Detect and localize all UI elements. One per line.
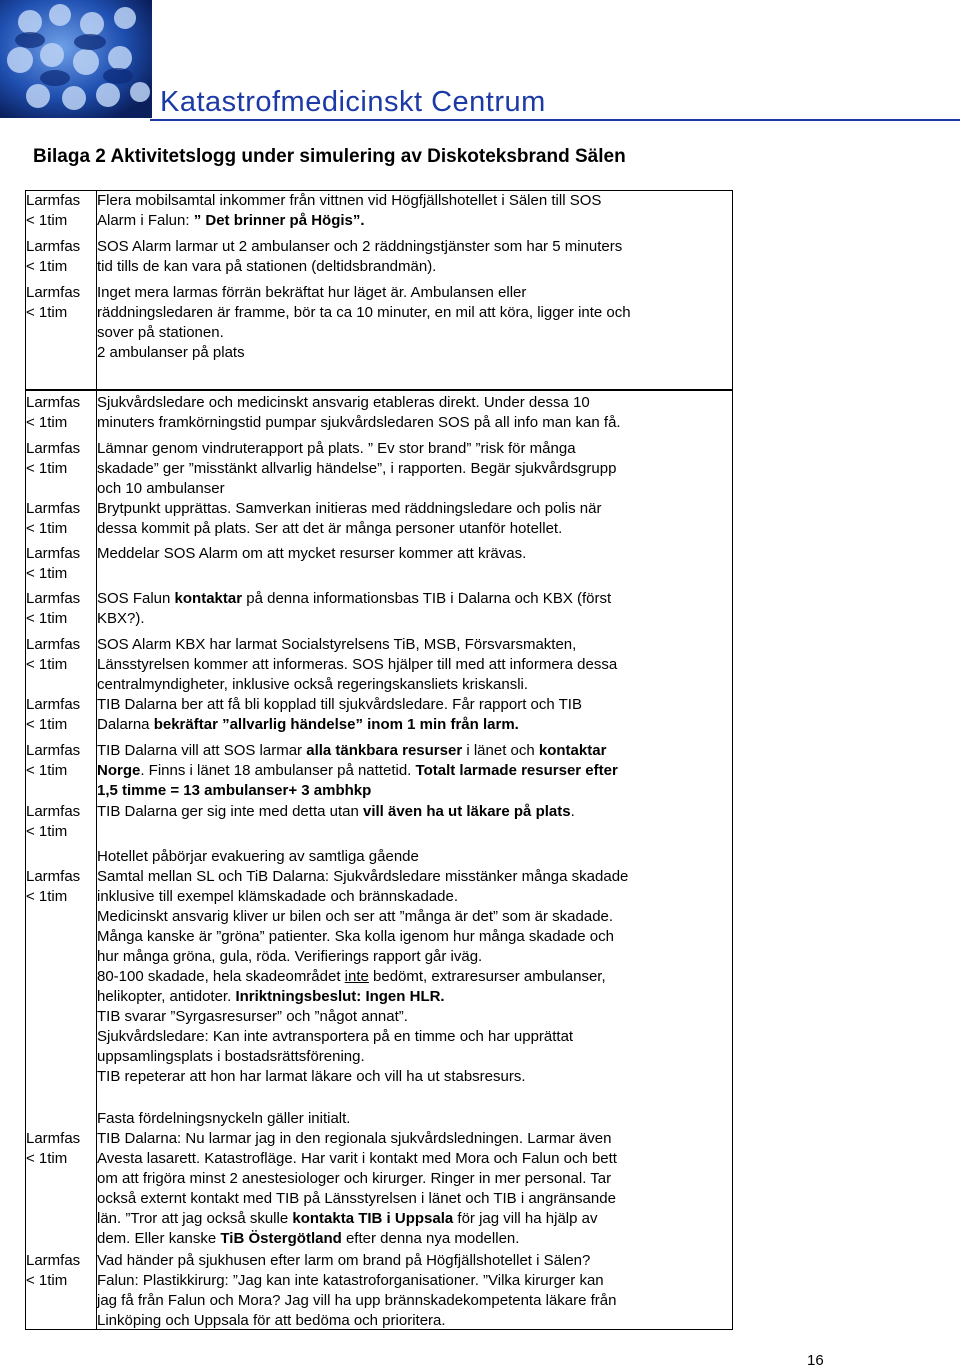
phase-time: < 1tim <box>26 212 68 229</box>
phase-time: < 1tim <box>26 762 68 779</box>
log-entry-line: helikopter, antidoter. Inriktningsbeslut: Ingen HLR. <box>97 988 445 1005</box>
phase-label <box>26 499 96 539</box>
phase-name: Larmfas <box>26 545 81 562</box>
phase-name: Larmfas <box>26 440 81 457</box>
log-entry-line: Lämnar genom vindruterapport på plats. ” Ev stor brand” ”risk för många <box>97 440 576 457</box>
log-entry-line: Många kanske är ”gröna” patienter. Ska kolla igenom hur många skadade och <box>97 928 614 945</box>
phase-name: Larmfas <box>26 284 81 301</box>
log-entry <box>97 1109 732 1129</box>
log-entry-line: Medicinskt ansvarig kliver ur bilen och ser att ”många är det” som är skadade. <box>97 908 614 925</box>
phase-label <box>26 544 96 584</box>
log-entry-line: län. ”Tror att jag också skulle kontakta TIB i Uppsala för jag vill ha hjälp av <box>97 1210 598 1227</box>
phase-label <box>26 741 96 781</box>
phase-label <box>26 237 96 277</box>
log-entry-line: 80-100 skadade, hela skadeområdet inte bedömt, extraresurser ambulanser, <box>97 968 606 985</box>
header-divider <box>150 119 960 121</box>
log-entry-line: Falun: Plastikkirurg: ”Jag kan inte katastroforganisationer. ”Vilka kirurger kan <box>97 1272 604 1289</box>
log-entry <box>97 283 732 363</box>
log-entry-line: Samtal mellan SL och TiB Dalarna: Sjukvårdsledare misstänker många skadade <box>97 868 629 885</box>
phase-time: < 1tim <box>26 460 68 477</box>
log-entry <box>97 589 732 629</box>
log-entry-line: Länsstyrelsen kommer att informeras. SOS hjälper till med att informera dessa <box>97 656 618 673</box>
phase-time: < 1tim <box>26 656 68 673</box>
phase-time: < 1tim <box>26 888 68 905</box>
phase-name: Larmfas <box>26 803 81 820</box>
log-entry-line: Inget mera larmas förrän bekräftat hur läget är. Ambulansen eller <box>97 284 527 301</box>
phase-label <box>26 635 96 675</box>
page-number: 16 <box>807 1352 824 1369</box>
phase-name: Larmfas <box>26 1130 81 1147</box>
log-entry-line: uppsamlingsplats i bostadsrättsförening. <box>97 1048 365 1065</box>
log-entry-line: SOS Alarm KBX har larmat Socialstyrelsens TiB, MSB, Försvarsmakten, <box>97 636 577 653</box>
log-entry <box>97 847 732 867</box>
log-entry-line: centralmyndigheter, inklusive också regeringskansliets kriskansli. <box>97 676 529 693</box>
phase-label <box>26 1129 96 1169</box>
phase-name: Larmfas <box>26 394 81 411</box>
log-entry-line: skadade” ger ”misstänkt allvarlig händelse”, i rapporten. Begär sjukvårdsgrupp <box>97 460 617 477</box>
log-entry-line: Dalarna bekräftar ”allvarlig händelse” inom 1 min från larm. <box>97 716 519 733</box>
log-entry-line: TIB Dalarna: Nu larmar jag in den regionala sjukvårdsledningen. Larmar även <box>97 1130 612 1147</box>
log-entry <box>97 802 732 822</box>
log-entry-line: TIB Dalarna ber att få bli kopplad till sjukvårdsledare. Får rapport och TIB <box>97 696 582 713</box>
document-title: Bilaga 2 Aktivitetslogg under simulering av Diskoteksbrand Sälen <box>33 146 626 167</box>
phase-time: < 1tim <box>26 823 68 840</box>
phase-label <box>26 393 96 433</box>
log-entry-line: räddningsledaren är framme, bör ta ca 10 minuter, en mil att köra, ligger inte och <box>97 304 631 321</box>
phase-name: Larmfas <box>26 238 81 255</box>
log-entry-line: Sjukvårdsledare: Kan inte avtransportera på en timme och har upprättat <box>97 1028 574 1045</box>
phase-label <box>26 867 96 907</box>
log-entry-line: Sjukvårdsledare och medicinskt ansvarig etableras direkt. Under dessa 10 <box>97 394 590 411</box>
table-row <box>26 191 733 390</box>
log-entry-line: SOS Alarm larmar ut 2 ambulanser och 2 räddningstjänster som har 5 minuters <box>97 238 623 255</box>
phase-name: Larmfas <box>26 192 81 209</box>
phase-name: Larmfas <box>26 696 81 713</box>
phase-time: < 1tim <box>26 1150 68 1167</box>
phase-name: Larmfas <box>26 636 81 653</box>
phase-time: < 1tim <box>26 414 68 431</box>
organization-name: Katastrofmedicinskt Centrum <box>160 86 546 118</box>
phase-column <box>26 391 97 1330</box>
phase-time: < 1tim <box>26 1272 68 1289</box>
log-entry-line: TIB svarar ”Syrgasresurser” och ”något annat”. <box>97 1008 408 1025</box>
phase-label <box>26 439 96 479</box>
log-entry <box>97 1129 732 1249</box>
log-entry-line: sover på stationen. <box>97 324 224 341</box>
log-entry-line: 1,5 timme = 13 ambulanser+ 3 ambhkp <box>97 782 372 799</box>
phase-time: < 1tim <box>26 258 68 275</box>
phase-label <box>26 589 96 629</box>
log-entry-line: KBX?). <box>97 610 145 627</box>
log-entry <box>97 191 732 231</box>
log-entry-line: Vad händer på sjukhusen efter larm om brand på Högfjällshotellet i Sälen? <box>97 1252 591 1269</box>
phase-label <box>26 695 96 735</box>
event-column <box>97 191 733 390</box>
log-entry-line: SOS Falun kontaktar på denna informationsbas TIB i Dalarna och KBX (först <box>97 590 612 607</box>
log-entry-line: TIB Dalarna ger sig inte med detta utan vill även ha ut läkare på plats. <box>97 803 575 820</box>
log-entry-line: hur många gröna, gula, röda. Verifierings rapport går iväg. <box>97 948 483 965</box>
phase-name: Larmfas <box>26 868 81 885</box>
log-entry <box>97 439 732 499</box>
log-entry <box>97 741 732 801</box>
phase-column <box>26 191 97 390</box>
log-entry <box>97 1251 732 1331</box>
event-column <box>97 391 733 1330</box>
log-entry <box>97 237 732 277</box>
log-entry <box>97 499 732 539</box>
log-entry-line: Hotellet påbörjar evakuering av samtliga gående <box>97 848 419 865</box>
table-row <box>26 391 733 1330</box>
log-entry <box>97 695 732 735</box>
log-entry <box>97 544 732 564</box>
log-entry-line: minuters framkörningstid pumpar sjukvårdsledaren SOS på all info man kan få. <box>97 414 621 431</box>
activity-log-table-2 <box>25 390 733 1330</box>
phase-time: < 1tim <box>26 610 68 627</box>
log-entry-line: och 10 ambulanser <box>97 480 225 497</box>
log-entry-line: om att frigöra minst 2 anestesiologer och kirurger. Ringer in mer personal. Tar <box>97 1170 612 1187</box>
log-entry-line: Fasta fördelningsnyckeln gäller initialt. <box>97 1110 351 1127</box>
log-entry-line: jag få från Falun och Mora? Jag vill ha upp brännskadekompetenta läkare från <box>97 1292 617 1309</box>
log-entry-line: dem. Eller kanske TiB Östergötland efter denna nya modellen. <box>97 1230 520 1247</box>
log-entry-line: Avesta lasarett. Katastrofläge. Har varit i kontakt med Mora och Falun och bett <box>97 1150 617 1167</box>
log-entry-line: inklusive till exempel klämskadade och brännskadade. <box>97 888 459 905</box>
phase-name: Larmfas <box>26 590 81 607</box>
phase-label <box>26 191 96 231</box>
log-entry-line: Alarm i Falun: ” Det brinner på Högis”. <box>97 212 365 229</box>
activity-log-table-1 <box>25 190 733 390</box>
phase-time: < 1tim <box>26 716 68 733</box>
log-entry-line: dessa kommit på plats. Ser att det är många personer utanför hotellet. <box>97 520 563 537</box>
phase-label <box>26 1251 96 1291</box>
log-entry-line: Brytpunkt upprättas. Samverkan initieras med räddningsledare och polis när <box>97 500 602 517</box>
log-entry-line: TIB Dalarna vill att SOS larmar alla tänkbara resurser i länet och kontaktar <box>97 742 607 759</box>
log-entry-line: 2 ambulanser på plats <box>97 344 245 361</box>
crowd-photo-logo-icon <box>0 0 155 120</box>
phase-time: < 1tim <box>26 565 68 582</box>
log-entry <box>97 867 732 1087</box>
log-entry-line: tid tills de kan vara på stationen (deltidsbrandmän). <box>97 258 437 275</box>
log-entry-line: också externt kontakt med TIB på Länsstyrelsen i länet och TIB i angränsande <box>97 1190 616 1207</box>
phase-name: Larmfas <box>26 742 81 759</box>
phase-name: Larmfas <box>26 500 81 517</box>
log-entry-line: Linköping och Uppsala för att bedöma och prioritera. <box>97 1312 446 1329</box>
phase-label <box>26 283 96 323</box>
phase-time: < 1tim <box>26 304 68 321</box>
phase-time: < 1tim <box>26 520 68 537</box>
phase-name: Larmfas <box>26 1252 81 1269</box>
log-entry-line: TIB repeterar att hon har larmat läkare och vill ha ut stabsresurs. <box>97 1068 526 1085</box>
log-entry-line: Flera mobilsamtal inkommer från vittnen vid Högfjällshotellet i Sälen till SOS <box>97 192 602 209</box>
log-entry <box>97 393 732 433</box>
log-entry-line: Norge. Finns i länet 18 ambulanser på nattetid. Totalt larmade resurser efter <box>97 762 618 779</box>
log-entry-line: Meddelar SOS Alarm om att mycket resurser kommer att krävas. <box>97 545 527 562</box>
phase-label <box>26 802 96 842</box>
log-entry <box>97 635 732 695</box>
